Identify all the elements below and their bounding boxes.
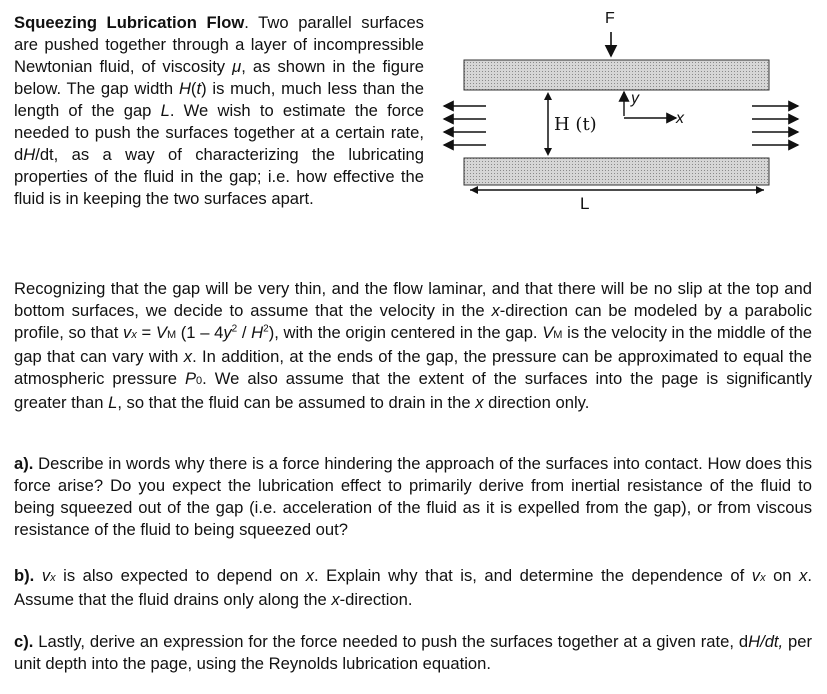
top-plate [464, 60, 769, 90]
squeeze-flow-figure [440, 8, 820, 218]
question-c-label: c). [14, 632, 34, 651]
right-outflow-arrows [752, 106, 798, 145]
question-a-label: a). [14, 454, 34, 473]
intro-paragraph: Squeezing Lubrication Flow. Two parallel surfaces are pushed together through a layer of incompressible Newtonian fluid, of viscosity μ, as shown in the figure below. The gap width H(t) is much, much less than the length of the gap L. We wish to estimate the force needed to push the surfaces together at a certain rate, dH/dt, as a way of characterizing the lubricating properties of the fluid in the gap; i.e. how effective the fluid is in keeping the two surfaces apart. [14, 13, 424, 208]
question-b-label: b). [14, 566, 35, 585]
length-label: L [580, 194, 590, 213]
x-axis-label: x [676, 110, 684, 127]
question-b: b). vx is also expected to depend on x. Explain why that is, and determine the dependence of vx on x. Assume that the fluid drains only along the x-direction. [14, 566, 812, 609]
left-outflow-arrows [444, 106, 486, 145]
problem-title: Squeezing Lubrication Flow [14, 13, 245, 32]
y-axis-label: y [631, 90, 639, 107]
assumptions-paragraph: Recognizing that the gap will be very thin, and the flow laminar, and that there will be no slip at the top and bottom surfaces, we decide to assume that the velocity in the x-direction can be modeled by a parabolic profile, so that vx = VM $(1 - 4y^2 / H^2)$, with the origin centered in the gap. VM is the velocity in the middle of the gap that can vary with x. In addition, at the ends of the gap, the pressure can be approximated to equal the atmospheric pressure P0. We also assume that the extent of the surfaces into the page is significantly greater than L, so that the fluid can be assumed to drain in the x direction only. [14, 279, 812, 412]
question-a: a). Describe in words why there is a force hindering the approach of the surfaces into contact. How does this force arise? Do you expect the lubrication effect to primarily derive from inertial resistance of the fluid to being squeezed out of the gap (i.e. acceleration of the fluid as it is expelled from the gap), or from viscous resistance of the fluid to being squeezed out? [14, 454, 812, 539]
figure-diagram [440, 8, 820, 218]
question-c: c). Lastly, derive an expression for the force needed to push the surfaces together at a given rate, dH/dt, per unit depth into the page, using the Reynolds lubrication equation. [14, 632, 812, 673]
force-label: F [605, 10, 615, 27]
length-arrow [470, 186, 764, 194]
bottom-plate [464, 158, 769, 185]
gap-width-label: H (t) [554, 114, 597, 135]
